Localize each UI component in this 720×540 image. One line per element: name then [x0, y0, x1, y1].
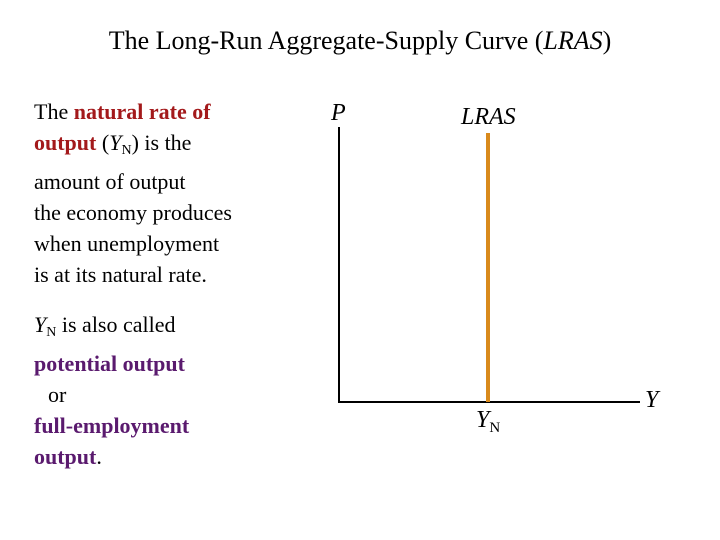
slide-title: The Long-Run Aggregate-Supply Curve (LRAS) — [108, 26, 612, 55]
definition-paragraph: The natural rate of output $(Y_N)$ is the amount of output the economy produces when unemployment is at its natural rate. — [34, 99, 232, 287]
y-axis-label: P — [331, 100, 346, 126]
term-natural-rate: natural rate of — [73, 99, 211, 124]
yn-tick-label: $Y_N$ — [476, 407, 501, 436]
term-potential-output: potential output — [34, 351, 185, 376]
yn-symbol: $Y_N$ — [109, 130, 132, 158]
yn-symbol: $Y_N$ — [34, 312, 57, 340]
x-axis-label: Y — [645, 387, 659, 413]
term-output-2: output — [34, 444, 97, 469]
term-output: output — [34, 130, 97, 155]
lras-label: LRAS — [461, 104, 516, 130]
term-full-employment: full-employment — [34, 413, 190, 438]
alias-paragraph: $Y_N$ is also called potential output or full-employment output. — [34, 312, 190, 469]
